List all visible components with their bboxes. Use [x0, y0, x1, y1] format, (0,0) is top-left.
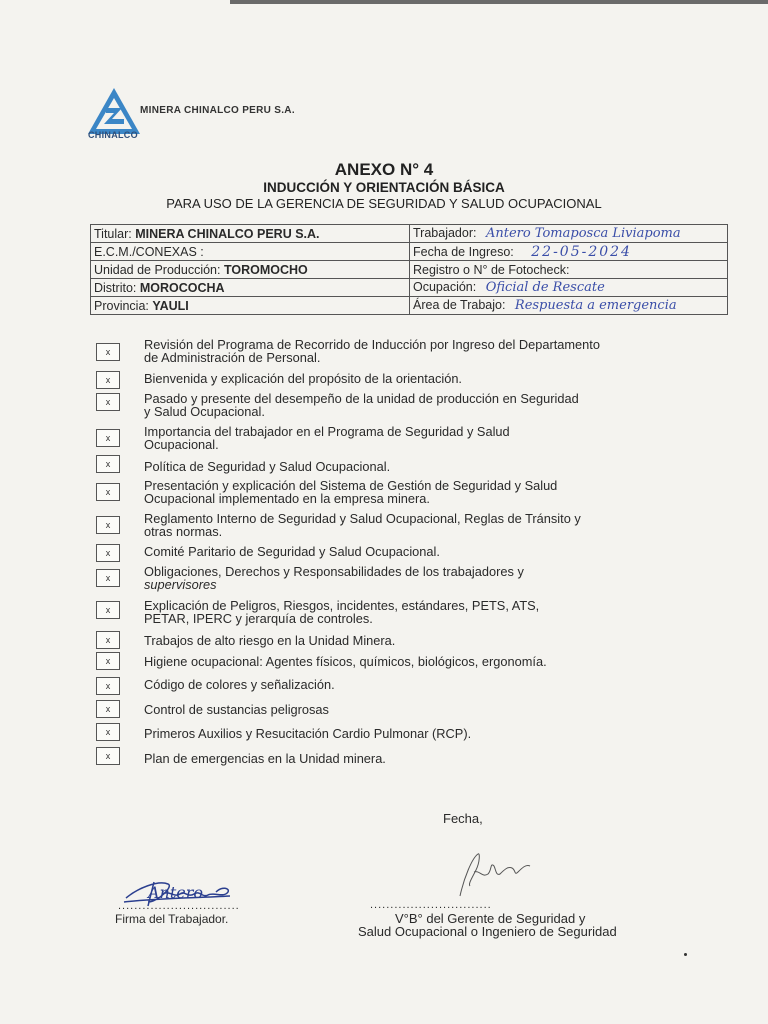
ocupacion-cell — [410, 279, 728, 297]
supervisor-signature — [450, 848, 540, 903]
item-text-line1: Higiene ocupacional: Agentes físicos, químicos, biológicos, ergonomía. — [144, 654, 547, 669]
table-row — [91, 297, 728, 315]
checkbox[interactable]: x — [96, 371, 120, 389]
table-row — [91, 243, 728, 261]
item-text — [144, 425, 684, 451]
ocupacion-label: Ocupación: — [413, 280, 477, 294]
unidad-label: Unidad de Producción: — [94, 262, 221, 277]
checkbox[interactable]: x — [96, 483, 120, 501]
item-text — [144, 727, 684, 740]
item-text-line1: Reglamento Interno de Seguridad y Salud Ocupacional, Reglas de Tránsito y — [144, 511, 581, 526]
item-text-line1: Control de sustancias peligrosas — [144, 702, 329, 717]
ecm-label: E.C.M./CONEXAS : — [94, 244, 204, 259]
company-name: MINERA CHINALCO PERU S.A. — [140, 105, 295, 116]
worker-info-table — [90, 224, 728, 315]
area-value: Respuesta a emergencia — [514, 298, 677, 313]
item-text-line2: PETAR, IPERC y jerarquía de controles. — [144, 611, 373, 626]
checkbox[interactable]: x — [96, 343, 120, 361]
item-text-line2: supervisores — [144, 577, 217, 592]
table-row — [91, 261, 728, 279]
item-text-line2: de Administración de Personal. — [144, 350, 321, 365]
provincia-label: Provincia: — [94, 298, 149, 313]
item-text — [144, 565, 684, 591]
item-text-line1: Explicación de Peligros, Riesgos, incidentes, estándares, PETS, ATS, — [144, 598, 540, 613]
checkbox[interactable]: x — [96, 393, 120, 411]
item-text-line2: otras normas. — [144, 524, 223, 539]
item-text-line1: Obligaciones, Derechos y Responsabilidades de los trabajadores y — [144, 564, 524, 579]
item-text — [144, 655, 684, 668]
checkbox[interactable]: x — [96, 631, 120, 649]
item-text-line2: y Salud Ocupacional. — [144, 404, 265, 419]
document-subtitle: INDUCCIÓN Y ORIENTACIÓN BÁSICA — [263, 180, 505, 195]
ocupacion-value: Oficial de Rescate — [485, 280, 605, 295]
checkbox[interactable]: x — [96, 747, 120, 765]
area-label: Área de Trabajo: — [413, 298, 506, 312]
checkbox[interactable]: x — [96, 700, 120, 718]
titular-cell — [91, 225, 410, 243]
worker-signature-text: Antero — [148, 883, 204, 902]
document-title: ANEXO N° 4 — [334, 160, 434, 179]
checkbox[interactable]: x — [96, 516, 120, 534]
item-text — [144, 479, 684, 505]
item-text-line1: Importancia del trabajador en el Programa de Seguridad y Salud — [144, 424, 510, 439]
checkbox[interactable]: x — [96, 569, 120, 587]
ecm-cell — [91, 243, 410, 261]
supervisor-label-line2: Salud Ocupacional o Ingeniero de Seguridad — [358, 924, 617, 939]
distrito-value: MOROCOCHA — [139, 280, 225, 295]
provincia-cell — [91, 297, 410, 315]
unidad-value: TOROMOCHO — [223, 262, 308, 277]
distrito-label: Distrito: — [94, 280, 137, 295]
fecha-label: Fecha, — [443, 811, 483, 826]
item-text-line1: Primeros Auxilios y Resucitación Cardio Pulmonar (RCP). — [144, 726, 472, 741]
titular-label: Titular: — [94, 226, 132, 241]
distrito-cell — [91, 279, 410, 297]
table-row — [91, 225, 728, 243]
item-text-line1: Código de colores y señalización. — [144, 677, 335, 692]
item-text — [144, 634, 684, 647]
item-text-line1: Comité Paritario de Seguridad y Salud Ocupacional. — [144, 544, 440, 559]
checkbox[interactable]: x — [96, 544, 120, 562]
fecha-ingreso-cell — [410, 243, 728, 261]
item-text-line1: Pasado y presente del desempeño de la unidad de producción en Seguridad — [144, 391, 579, 406]
checkbox[interactable]: x — [96, 652, 120, 670]
item-text-line1: Revisión del Programa de Recorrido de Inducción por Ingreso del Departamento — [144, 337, 600, 352]
checkbox[interactable]: x — [96, 429, 120, 447]
titular-value: MINERA CHINALCO PERU S.A. — [135, 226, 320, 241]
item-text — [144, 460, 684, 473]
table-row — [91, 279, 728, 297]
item-text — [144, 703, 684, 716]
checkbox[interactable]: x — [96, 455, 120, 473]
worker-signature-line: .............................. — [118, 900, 240, 912]
registro-label: Registro o N° de Fotocheck: — [413, 262, 570, 277]
item-text-line1: Presentación y explicación del Sistema de Gestión de Seguridad y Salud — [144, 478, 558, 493]
trabajador-value: Antero Tomaposca Liviapoma — [485, 226, 681, 241]
item-text-line2: Ocupacional implementado en la empresa minera. — [144, 491, 430, 506]
item-text — [144, 678, 684, 691]
item-text-line1: Trabajos de alto riesgo en la Unidad Minera. — [144, 633, 396, 648]
checkbox[interactable]: x — [96, 723, 120, 741]
trabajador-label: Trabajador: — [413, 226, 477, 240]
item-text — [144, 512, 684, 538]
checkbox[interactable]: x — [96, 677, 120, 695]
scan-speck — [684, 953, 687, 956]
item-text — [144, 599, 684, 625]
worker-signature-label: Firma del Trabajador. — [115, 912, 229, 926]
item-text — [144, 338, 684, 364]
scan-edge-line — [230, 0, 768, 4]
trabajador-cell — [410, 225, 728, 243]
item-text-line1: Bienvenida y explicación del propósito de la orientación. — [144, 371, 462, 386]
document-scope: PARA USO DE LA GERENCIA DE SEGURIDAD Y SALUD OCUPACIONAL — [166, 196, 602, 211]
fecha-ingreso-label: Fecha de Ingreso: — [413, 244, 514, 259]
item-text-line1: Política de Seguridad y Salud Ocupacional. — [144, 459, 391, 474]
item-text — [144, 545, 684, 558]
logo-text: CHINALCO — [88, 130, 138, 140]
supervisor-signature-line: .............................. — [370, 899, 492, 911]
registro-cell — [410, 261, 728, 279]
item-text — [144, 392, 684, 418]
item-text-line2: Ocupacional. — [144, 437, 219, 452]
checkbox[interactable]: x — [96, 601, 120, 619]
fecha-ingreso-value: 22-05-2024 — [531, 243, 632, 260]
item-text — [144, 372, 684, 385]
unidad-cell — [91, 261, 410, 279]
item-text-line1: Plan de emergencias en la Unidad minera. — [144, 751, 386, 766]
supervisor-label-line1: V°B° del Gerente de Seguridad y — [395, 911, 586, 926]
provincia-value: YAULI — [152, 298, 189, 313]
item-text — [144, 752, 684, 765]
area-cell — [410, 297, 728, 315]
